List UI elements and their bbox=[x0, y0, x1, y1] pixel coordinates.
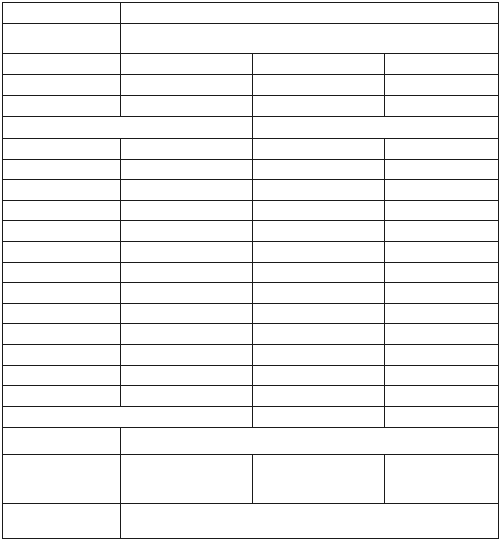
basic-item-label bbox=[3, 365, 121, 386]
applicant-label bbox=[3, 3, 121, 24]
basic-item-label bbox=[3, 262, 121, 283]
storage-conditions-label bbox=[3, 96, 121, 117]
footnote bbox=[6, 527, 494, 543]
basic-item-label bbox=[3, 303, 121, 324]
basic-item-field[interactable] bbox=[121, 324, 253, 345]
feature-item-field[interactable] bbox=[385, 241, 499, 262]
storage-conditions-field[interactable] bbox=[121, 96, 253, 117]
basic-item-field[interactable] bbox=[121, 241, 253, 262]
chinese-name-label bbox=[3, 75, 121, 96]
basic-data-heading bbox=[3, 117, 253, 139]
form-row bbox=[3, 407, 499, 428]
basic-item-field[interactable] bbox=[121, 283, 253, 304]
form-row bbox=[3, 75, 499, 96]
contact-field[interactable] bbox=[385, 96, 499, 117]
basic-item-label bbox=[3, 241, 121, 262]
form-row bbox=[3, 159, 499, 180]
basic-item-field[interactable] bbox=[121, 159, 253, 180]
feature-item-label bbox=[253, 262, 385, 283]
basic-item-label bbox=[3, 344, 121, 365]
foreign-name-field[interactable] bbox=[385, 75, 499, 96]
deposit-number-field[interactable] bbox=[121, 54, 253, 75]
form-row bbox=[3, 303, 499, 324]
chinese-name-field[interactable] bbox=[121, 75, 253, 96]
form-row bbox=[3, 3, 499, 24]
feature-item-label bbox=[253, 303, 385, 324]
feature-item-field[interactable] bbox=[385, 221, 499, 242]
applicant-opinion-label bbox=[3, 428, 121, 455]
feature-item-field[interactable] bbox=[385, 283, 499, 304]
feature-item-field[interactable] bbox=[385, 303, 499, 324]
supply-form-label bbox=[253, 54, 385, 75]
feature-item-label bbox=[253, 159, 385, 180]
basic-item-label bbox=[3, 139, 121, 160]
form-row bbox=[3, 139, 499, 160]
feature-item-label bbox=[253, 407, 385, 428]
basic-item-field[interactable] bbox=[121, 303, 253, 324]
form-row bbox=[3, 180, 499, 201]
applicant-field[interactable] bbox=[121, 3, 499, 24]
basic-item-field[interactable] bbox=[121, 221, 253, 242]
form-row bbox=[3, 428, 499, 455]
feature-item-label bbox=[253, 344, 385, 365]
center-opinion-label bbox=[3, 455, 121, 504]
basic-item-field[interactable] bbox=[121, 365, 253, 386]
feature-item-label bbox=[253, 283, 385, 304]
applicant-opinion-field[interactable] bbox=[121, 428, 499, 455]
feature-item-field[interactable] bbox=[385, 324, 499, 345]
basic-item-label bbox=[3, 200, 121, 221]
feature-item-field[interactable] bbox=[385, 262, 499, 283]
feature-item-field[interactable] bbox=[385, 386, 499, 407]
form-row bbox=[3, 283, 499, 304]
form-row bbox=[3, 96, 499, 117]
basic-item-label bbox=[3, 159, 121, 180]
basic-item-label bbox=[3, 221, 121, 242]
feature-item-field[interactable] bbox=[385, 139, 499, 160]
form-row bbox=[3, 200, 499, 221]
application-form bbox=[2, 2, 499, 539]
taxonomy-field[interactable] bbox=[121, 386, 253, 407]
basic-item-field[interactable] bbox=[121, 200, 253, 221]
feature-item-label bbox=[253, 200, 385, 221]
standard-type-label bbox=[3, 24, 121, 54]
form-row bbox=[3, 221, 499, 242]
feature-item-label bbox=[253, 241, 385, 262]
form-row bbox=[3, 386, 499, 407]
form-row bbox=[3, 241, 499, 262]
form-row bbox=[3, 262, 499, 283]
feature-item-label bbox=[253, 221, 385, 242]
basic-item-label bbox=[3, 283, 121, 304]
feature-item-label bbox=[253, 139, 385, 160]
feature-item-label bbox=[253, 365, 385, 386]
form-row bbox=[3, 365, 499, 386]
supply-form-field[interactable] bbox=[385, 54, 499, 75]
form-row bbox=[3, 24, 499, 54]
feature-item-field[interactable] bbox=[385, 200, 499, 221]
feature-item-field[interactable] bbox=[385, 344, 499, 365]
feature-item-field[interactable] bbox=[385, 180, 499, 201]
assigned-number-field[interactable] bbox=[385, 455, 499, 504]
contact-label bbox=[253, 96, 385, 117]
feature-item-label bbox=[253, 324, 385, 345]
form-row bbox=[3, 54, 499, 75]
center-opinion-field[interactable] bbox=[121, 455, 253, 504]
standard-type-options[interactable] bbox=[121, 24, 499, 54]
deposit-number-label bbox=[3, 54, 121, 75]
foreign-name-label bbox=[253, 75, 385, 96]
taxonomy-extra-field[interactable] bbox=[3, 407, 253, 428]
form-row bbox=[3, 455, 499, 504]
feature-item-label bbox=[253, 386, 385, 407]
basic-item-field[interactable] bbox=[121, 262, 253, 283]
assigned-number-label bbox=[253, 455, 385, 504]
feature-data-heading bbox=[253, 117, 499, 139]
taxonomy-label bbox=[3, 386, 121, 407]
form-row bbox=[3, 117, 499, 139]
basic-item-label bbox=[3, 324, 121, 345]
basic-item-field[interactable] bbox=[121, 180, 253, 201]
basic-item-field[interactable] bbox=[121, 344, 253, 365]
form-row bbox=[3, 324, 499, 345]
feature-item-field[interactable] bbox=[385, 407, 499, 428]
basic-item-field[interactable] bbox=[121, 139, 253, 160]
feature-item-label bbox=[253, 180, 385, 201]
basic-item-label bbox=[3, 180, 121, 201]
feature-item-field[interactable] bbox=[385, 159, 499, 180]
feature-item-field[interactable] bbox=[385, 365, 499, 386]
form-row bbox=[3, 344, 499, 365]
